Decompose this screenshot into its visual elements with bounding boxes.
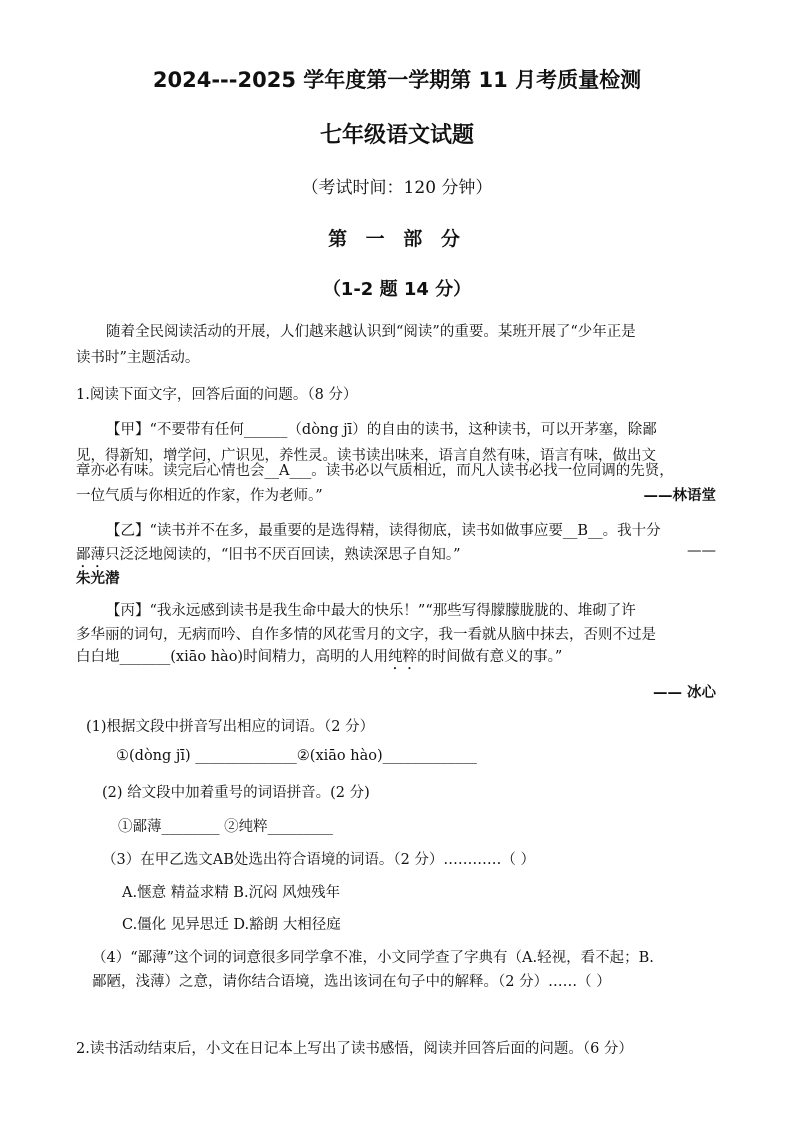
passage-yi-line-2 (76, 543, 461, 571)
passage-bing-line-1: 【丙】“我永远感到读书是我生命中最大的快乐！”“那些写得朦朦胧胧的、堆砌了许 (106, 603, 636, 619)
sub-question-4-line-2: 鄙陋，浅薄）之意，请你结合语境，选出该词在句子中的解释。（2 分）……（ ） (92, 974, 611, 990)
exam-title: 2024---2025 学年度第一学期第 11 月考质量检测 (152, 68, 642, 92)
passage-yi-line-1: 【乙】“读书并不在多，最重要的是选得精，读得彻底，读书如做事应要__B__。我十分 (106, 523, 661, 539)
passage-jia-line-3: 章亦必有味。读完后心情也会__A___。读书必以气质相近，而凡人读书必找一位同调的先贤， (76, 463, 674, 479)
exam-time: （考试时间：120 分钟） (301, 178, 493, 198)
emphasized-word-bibo: 鄙薄 (76, 547, 105, 563)
passage-yi-dash: —— (687, 543, 716, 559)
passage-jia-author: ——林语堂 (643, 488, 716, 504)
passage-jia-line-1: 【甲】“不要带有任何______（dòng jī）的自由的读书，这种读书，可以开茅塞，除鄙 (106, 422, 657, 438)
passage-bing-author: —— 冰心 (652, 685, 716, 701)
passage-bing-line-3-b: 的时间做有意义的事。” (417, 649, 563, 665)
passage-yi-line-2-text: 只泛泛地阅读的，“旧书不厌百回读，熟读深思子自知。” (105, 547, 461, 563)
passage-bing-line-3 (76, 645, 562, 673)
emphasized-word-chuncui: 纯粹 (388, 649, 418, 665)
sub-question-1: (1)根据文段中拼音写出相应的词语。（2 分） (86, 719, 375, 735)
passage-bing-line-3-a: 白白地_______(xiāo hào)时间精力，高明的人用 (76, 649, 389, 665)
sub-question-4-line-1: （4）“鄙薄”这个词的词意很多同学拿不准，小文同学查了字典有（A.轻视，看不起；B. (92, 950, 654, 966)
passage-jia-line-2: 见，得新知，增学问，广识见，养性灵。读书读出味来，语言自然有味，语言有味，做出文 (76, 448, 656, 464)
sub-question-2: (2) 给文段中加着重号的词语拼音。(2 分) (102, 785, 370, 801)
passage-yi-author: 朱光潜 (76, 571, 120, 587)
intro-line-1: 随着全民阅读活动的开展，人们越来越认识到“阅读”的重要。某班开展了“少年正是 (106, 324, 636, 340)
sub-question-3-options-1: A.惬意 精益求精 B.沉闷 风烛残年 (122, 885, 341, 901)
sub-question-3-options-2: C.僵化 见异思迁 D.豁朗 大相径庭 (122, 917, 341, 933)
question-1-title: 1.阅读下面文字，回答后面的问题。（8 分） (76, 387, 358, 403)
part-heading: 第 一 部 分 (328, 228, 466, 250)
sub-question-2-answers[interactable]: ①鄙薄________ ②纯粹_________ (118, 819, 333, 835)
exam-subtitle: 七年级语文试题 (319, 123, 474, 148)
passage-bing-line-2: 多华丽的词句，无病而吟、自作多情的风花雪月的文字，我一看就从脑中抹去，否则不过是 (76, 627, 656, 643)
intro-line-2: 读书时”主题活动。 (76, 350, 200, 366)
part-score: （1-2 题 14 分） (322, 279, 472, 300)
passage-jia-line-4: 一位气质与你相近的作家，作为老师。” (76, 488, 323, 504)
sub-question-3: （3）在甲乙选文AB处选出符合语境的词语。（2 分）…………（ ） (102, 852, 536, 868)
sub-question-1-answers[interactable]: ①(dòng jī) ______________②(xiāo hào)_____________ (116, 748, 477, 764)
question-2-title: 2.读书活动结束后，小文在日记本上写出了读书感悟，阅读并回答后面的问题。（6 分） (76, 1041, 633, 1057)
